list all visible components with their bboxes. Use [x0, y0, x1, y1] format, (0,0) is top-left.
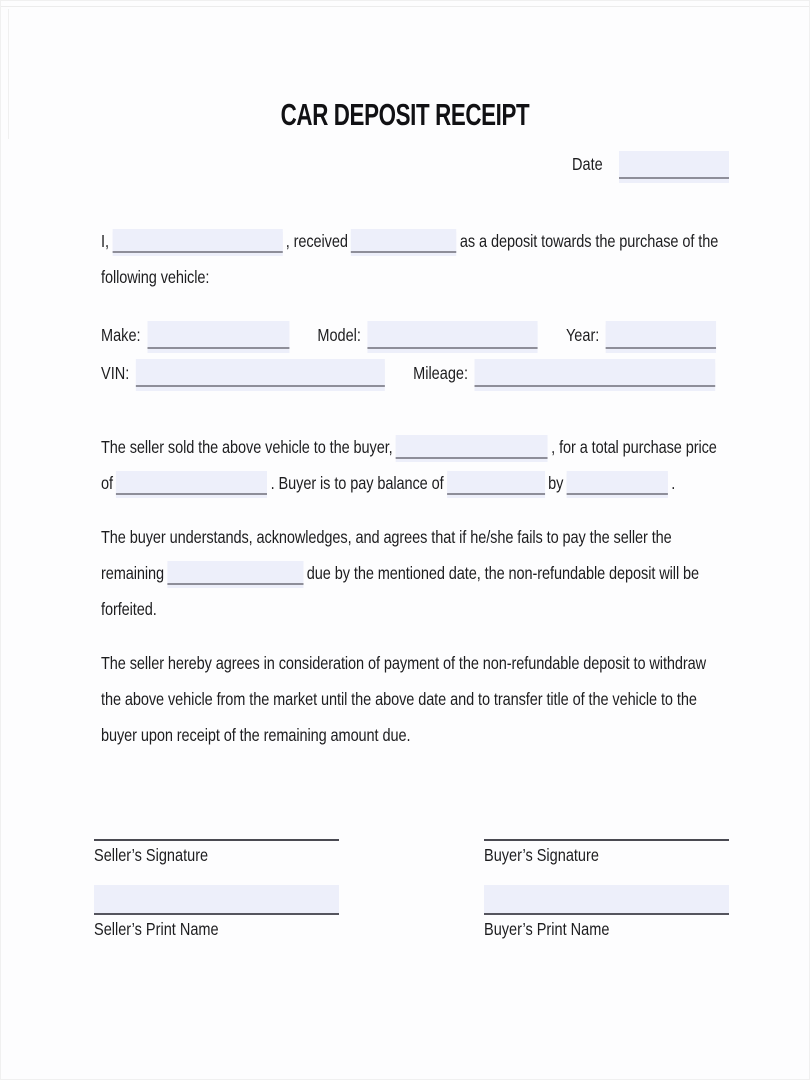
buyer-print-name-label: Buyer’s Print Name [484, 919, 610, 939]
buyer-signature-line [484, 839, 729, 841]
year-field[interactable] [606, 321, 716, 349]
intro-paragraph [101, 223, 722, 295]
deposit-amount-field[interactable] [351, 229, 456, 253]
intro-text-3: as a deposit towards the purchase of the following vehicle: [101, 231, 719, 287]
buyer-print-name-field[interactable] [484, 885, 729, 915]
vehicle-details [101, 321, 722, 397]
sale-text-2: , for a total purchase price of [101, 437, 717, 493]
date-field[interactable] [619, 151, 729, 179]
page-title: CAR DEPOSIT RECEIPT [280, 97, 530, 132]
balance-field[interactable] [447, 471, 545, 495]
buyer-name-field[interactable] [396, 435, 548, 459]
seller-signature-line [94, 839, 339, 841]
vin-field[interactable] [136, 359, 385, 387]
model-label: Model: [317, 325, 361, 345]
mileage-field[interactable] [475, 359, 716, 387]
seller-signature-block [94, 839, 339, 940]
seller-clause-paragraph [101, 645, 722, 753]
intro-text [101, 223, 722, 295]
buyer-clause-text [101, 519, 722, 627]
date-row [101, 151, 729, 179]
seller-name-field[interactable] [112, 229, 282, 253]
buyer-clause-paragraph [101, 519, 722, 627]
date-label: Date [572, 154, 603, 174]
buyer-signature-block [484, 839, 729, 940]
sale-text-1: The seller sold the above vehicle to the buyer, [101, 437, 393, 457]
seller-print-name-field[interactable] [94, 885, 339, 915]
vin-label: VIN: [101, 363, 130, 383]
seller-signature-label: Seller’s Signature [94, 845, 209, 865]
buyer-signature-label: Buyer’s Signature [484, 845, 599, 865]
remaining-amount-field[interactable] [167, 561, 303, 585]
model-field[interactable] [368, 321, 538, 349]
mileage-label: Mileage: [413, 363, 469, 383]
buyer-clause-text-1: The buyer understands, acknowledges, and agrees that if he/she fails to pay the seller the remaining [101, 527, 672, 583]
buyer-clause-text-2: due by the mentioned date, the non-refundable deposit will be forfeited. [101, 563, 700, 619]
year-label: Year: [565, 325, 600, 345]
sale-clause-text [101, 429, 722, 501]
sale-text-3: . Buyer is to pay balance of [270, 473, 444, 493]
sale-text-5: . [671, 473, 676, 493]
seller-print-name-label: Seller’s Print Name [94, 919, 219, 939]
make-label: Make: [101, 325, 141, 345]
purchase-price-field[interactable] [116, 471, 267, 495]
vehicle-row-1 [101, 321, 722, 349]
make-field[interactable] [147, 321, 289, 349]
intro-text-2: , received [285, 231, 348, 251]
intro-text-1: I, [101, 231, 109, 251]
sale-clause-paragraph [101, 429, 722, 501]
sale-text-4: by [548, 473, 564, 493]
vehicle-row-2 [101, 359, 722, 387]
seller-clause-text: The seller hereby agrees in consideration of payment of the non-refundable deposit to withdraw the above vehicle from the market until the above date and to transfer title of the vehicle to the buyer upon receipt of the remaining amount due. [101, 653, 707, 745]
balance-due-date-field[interactable] [567, 471, 668, 495]
